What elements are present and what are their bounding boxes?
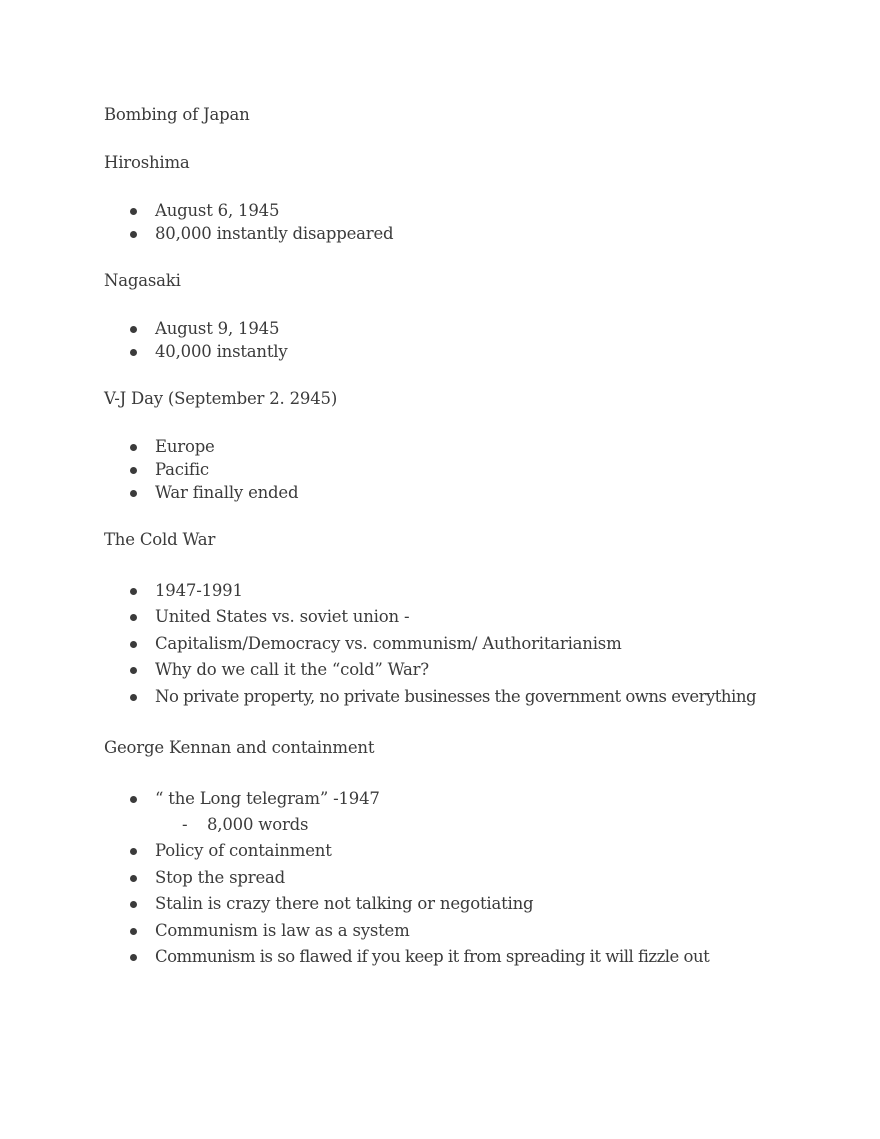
bullet-icon — [130, 490, 137, 497]
bullet-icon — [130, 901, 137, 908]
bullet-icon — [130, 588, 137, 595]
list-item-text: 40,000 instantly — [155, 342, 288, 361]
list-item-text: War finally ended — [155, 483, 299, 502]
bullet-icon — [130, 614, 137, 621]
list-item-text: Policy of containment — [155, 841, 332, 860]
bullet-icon — [130, 641, 137, 648]
list-item-text: Why do we call it the “cold” War? — [155, 660, 429, 679]
list-item-text: Pacific — [155, 460, 209, 479]
dash-marker: - — [182, 815, 188, 834]
bullet-icon — [130, 848, 137, 855]
bullet-icon — [130, 467, 137, 474]
section-heading-cold-war: The Cold War — [104, 530, 216, 549]
list-item-text: August 6, 1945 — [155, 201, 280, 220]
bullet-icon — [130, 208, 137, 215]
section-heading-vj-day: V-J Day (September 2. 2945) — [104, 389, 338, 408]
bullet-icon — [130, 954, 137, 961]
list-item-text: Stop the spread — [155, 868, 286, 887]
section-heading-george-kennan: George Kennan and containment — [104, 738, 375, 757]
list-item-text: Capitalism/Democracy vs. communism/ Authoritarianism — [155, 634, 622, 653]
bullet-icon — [130, 694, 137, 701]
section-heading-hiroshima: Hiroshima — [104, 153, 190, 172]
bullet-icon — [130, 875, 137, 882]
document-title: Bombing of Japan — [104, 105, 250, 124]
list-item-text: Communism is so flawed if you keep it from spreading it will fizzle out — [155, 947, 710, 966]
bullet-icon — [130, 326, 137, 333]
bullet-icon — [130, 231, 137, 238]
sub-list-item-text: 8,000 words — [207, 815, 309, 834]
bullet-icon — [130, 928, 137, 935]
list-item-text: 1947-1991 — [155, 581, 243, 600]
bullet-icon — [130, 444, 137, 451]
list-item-text: Stalin is crazy there not talking or negotiating — [155, 894, 534, 913]
list-item-text: “ the Long telegram” -1947 — [155, 789, 380, 808]
list-item-text: No private property, no private businesses the government owns everything — [155, 687, 757, 706]
list-item-text: Communism is law as a system — [155, 921, 410, 940]
section-heading-nagasaki: Nagasaki — [104, 271, 181, 290]
list-item-text: August 9, 1945 — [155, 319, 280, 338]
list-item-text: Europe — [155, 437, 215, 456]
list-item-text: 80,000 instantly disappeared — [155, 224, 394, 243]
bullet-icon — [130, 349, 137, 356]
bullet-icon — [130, 667, 137, 674]
bullet-icon — [130, 796, 137, 803]
list-item-text: United States vs. soviet union - — [155, 607, 410, 626]
